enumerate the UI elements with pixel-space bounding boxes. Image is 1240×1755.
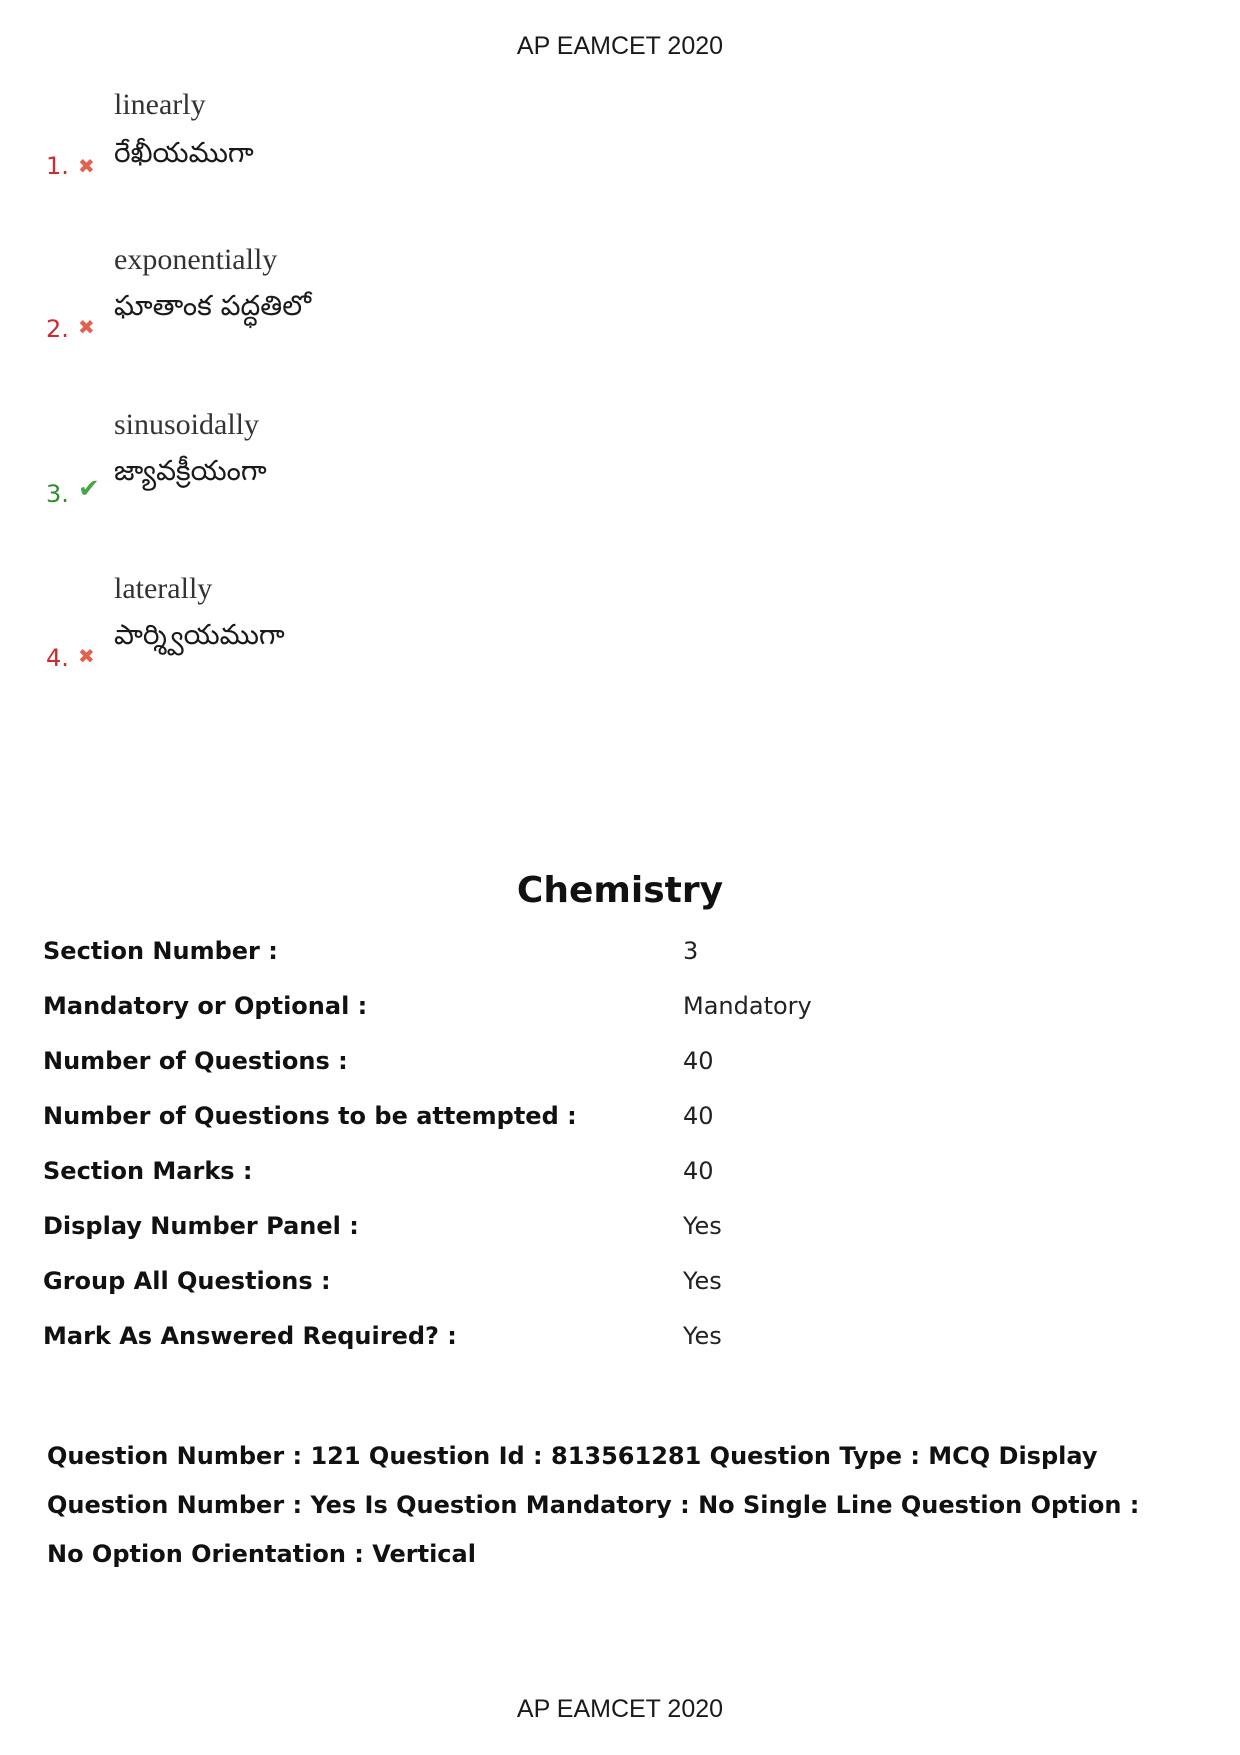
info-row-questions-to-attempt (43, 1102, 1193, 1157)
option-4 (46, 572, 746, 692)
info-value: 40 (683, 1157, 714, 1185)
option-2 (46, 243, 746, 363)
option-number: 2. (46, 315, 69, 343)
option-english-text: exponentially (114, 243, 278, 276)
option-number: 1. (46, 152, 69, 180)
section-info-table (43, 937, 1193, 1377)
check-icon: ✔ (78, 474, 100, 504)
page-header: AP EAMCET 2020 (516, 32, 724, 60)
info-value: Yes (683, 1322, 722, 1350)
info-row-mark-as-answered (43, 1322, 1193, 1377)
info-label: Number of Questions : (43, 1047, 348, 1075)
cross-icon: ✖ (78, 154, 95, 178)
info-value: 40 (683, 1102, 714, 1130)
info-label: Mandatory or Optional : (43, 992, 368, 1020)
info-row-display-number-panel (43, 1212, 1193, 1267)
info-value: Yes (683, 1212, 722, 1240)
option-english-text: laterally (114, 572, 213, 605)
info-row-section-marks (43, 1157, 1193, 1212)
option-telugu-text: రేఖీయముగా (114, 136, 254, 169)
option-english-text: sinusoidally (114, 408, 260, 441)
info-value: 40 (683, 1047, 714, 1075)
info-label: Section Number : (43, 937, 278, 965)
info-row-number-of-questions (43, 1047, 1193, 1102)
option-english-text: linearly (114, 88, 206, 121)
info-label: Display Number Panel : (43, 1212, 359, 1240)
option-telugu-text: పార్శ్వియముగా (114, 618, 285, 651)
page-footer: AP EAMCET 2020 (516, 1695, 724, 1723)
info-row-group-all-questions (43, 1267, 1193, 1322)
cross-icon: ✖ (78, 644, 95, 668)
option-number: 4. (46, 644, 69, 672)
info-row-mandatory (43, 992, 1193, 1047)
info-value: 3 (683, 937, 699, 965)
info-value: Mandatory (683, 992, 812, 1020)
info-label: Group All Questions : (43, 1267, 331, 1295)
info-value: Yes (683, 1267, 722, 1295)
cross-icon: ✖ (78, 315, 95, 339)
option-number: 3. (46, 480, 69, 508)
info-label: Mark As Answered Required? : (43, 1322, 457, 1350)
section-title: Chemistry (516, 870, 724, 911)
option-1 (46, 88, 746, 208)
info-label: Number of Questions to be attempted : (43, 1102, 577, 1130)
option-telugu-text: ఘాతాంక పద్ధతిలో (114, 289, 312, 322)
option-telugu-text: జ్యావక్రీయంగా (114, 454, 267, 487)
info-row-section-number (43, 937, 1193, 992)
option-3 (46, 408, 746, 528)
info-label: Section Marks : (43, 1157, 253, 1185)
question-meta: Question Number : 121 Question Id : 813561281 Question Type : MCQ Display Question Number : Yes Is Question Mandatory : No Single Line Question Option : No Option Orientation : Vertical (47, 1442, 1140, 1568)
